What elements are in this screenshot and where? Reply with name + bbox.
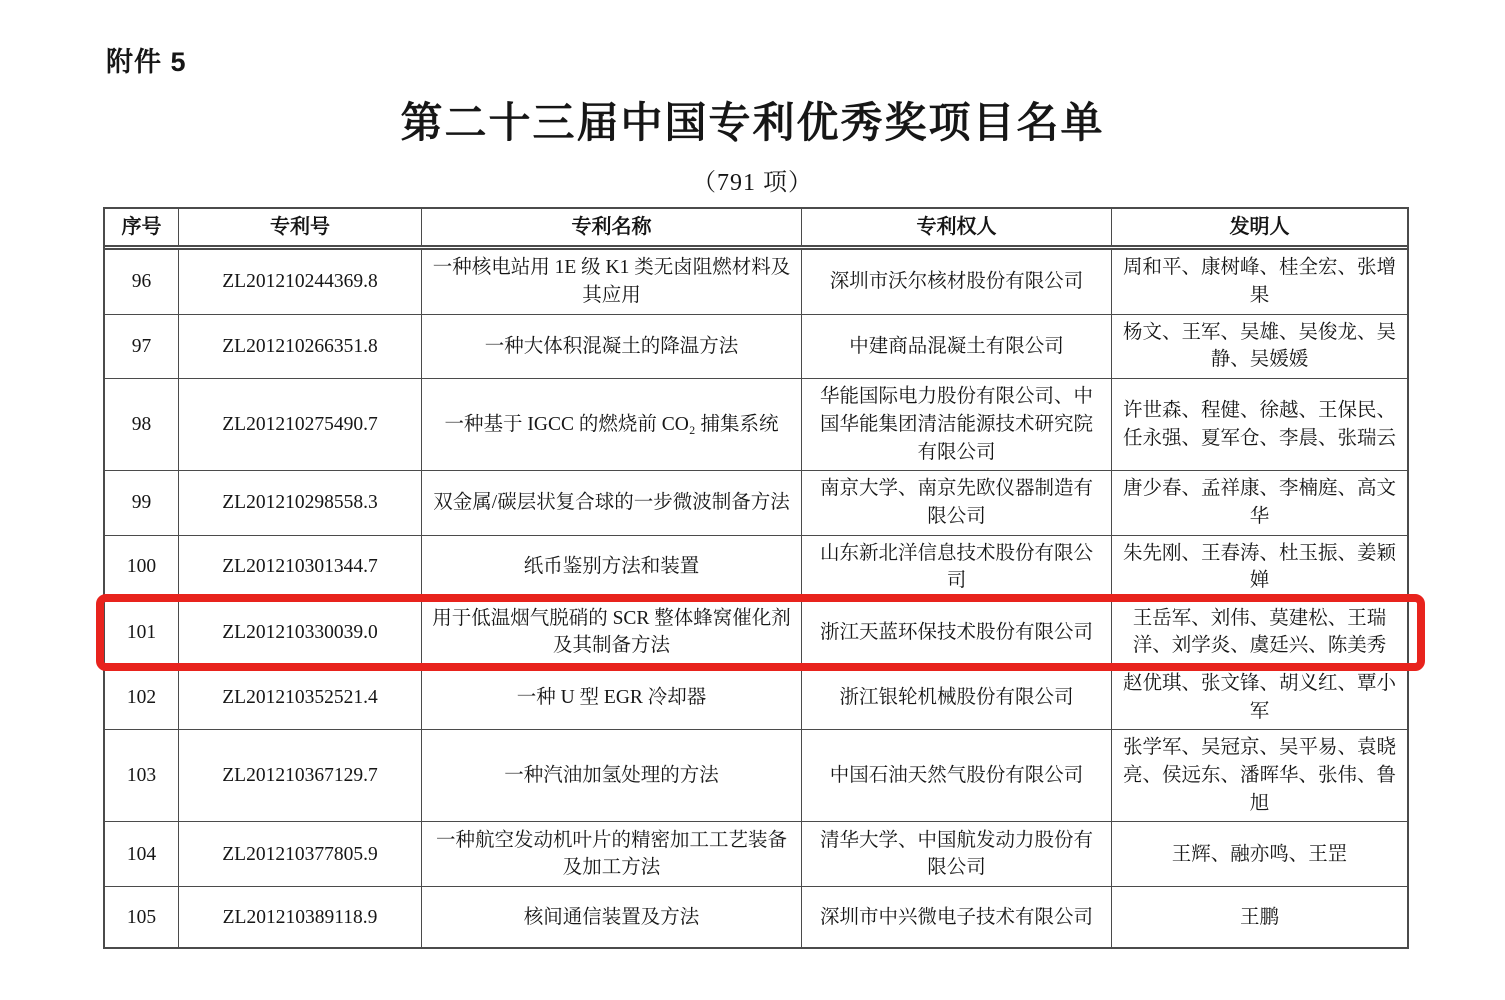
table-row xyxy=(105,378,1407,470)
cell-inventors: 王岳军、刘伟、莫建松、王瑞洋、刘学炎、虞廷兴、陈美秀 xyxy=(1111,600,1407,665)
table-row xyxy=(105,250,1407,313)
cell-patentee: 南京大学、南京先欧仪器制造有限公司 xyxy=(801,471,1111,534)
cell-seq: 101 xyxy=(126,621,157,643)
cell-patentee: 浙江银轮机械股份有限公司 xyxy=(801,666,1111,729)
cell-patent-name: 一种航空发动机叶片的精密加工工艺装备及加工方法 xyxy=(421,822,801,886)
table-row xyxy=(105,729,1407,821)
page-subtitle: （791 项） xyxy=(692,170,813,196)
cell-inventors: 周和平、康树峰、桂全宏、张增果 xyxy=(1111,250,1407,313)
cell-patent-name: 一种基于 IGCC 的燃烧前 CO₂ 捕集系统 xyxy=(421,379,801,470)
header-patent-name: 专利名称 xyxy=(421,209,801,245)
cell-patentee: 浙江天蓝环保技术股份有限公司 xyxy=(801,600,1111,665)
cell-seq: 102 xyxy=(126,686,157,708)
cell-seq: 99 xyxy=(131,492,152,514)
header-patentee: 专利权人 xyxy=(801,209,1111,245)
cell-patent-name: 纸币鉴别方法和装置 xyxy=(421,536,801,599)
cell-patent-name: 一种大体积混凝土的降温方法 xyxy=(421,315,801,378)
attachment-label: 附件 5 xyxy=(106,47,187,77)
cell-patent-no: ZL201210301344.7 xyxy=(178,536,421,599)
cell-seq: 105 xyxy=(126,906,157,928)
cell-patent-no: ZL201210244369.8 xyxy=(178,250,421,313)
cell-patent-name: 核间通信装置及方法 xyxy=(421,887,801,947)
table-row xyxy=(105,535,1407,599)
cell-patent-no: ZL201210275490.7 xyxy=(178,379,421,470)
header-seq: 序号 xyxy=(121,216,162,238)
cell-inventors: 唐少春、孟祥康、李楠庭、高文华 xyxy=(1111,471,1407,534)
cell-patent-no: ZL201210266351.8 xyxy=(178,315,421,378)
cell-patent-name: 一种汽油加氢处理的方法 xyxy=(421,730,801,821)
cell-patentee: 中建商品混凝土有限公司 xyxy=(801,315,1111,378)
cell-patent-no: ZL201210389118.9 xyxy=(178,887,421,947)
cell-inventors: 王辉、融亦鸣、王罡 xyxy=(1111,822,1407,886)
cell-seq: 100 xyxy=(126,556,157,578)
cell-seq: 98 xyxy=(131,413,152,435)
table-row xyxy=(105,314,1407,378)
cell-inventors: 赵优琪、张文锋、胡义红、覃小军 xyxy=(1111,666,1407,729)
cell-patent-no: ZL201210298558.3 xyxy=(178,471,421,534)
table-row xyxy=(105,665,1407,729)
cell-inventors: 张学军、吴冠京、吴平易、袁晓亮、侯远东、潘晖华、张伟、鲁旭 xyxy=(1111,730,1407,821)
cell-seq: 104 xyxy=(126,843,157,865)
cell-patent-no: ZL201210367129.7 xyxy=(178,730,421,821)
cell-patentee: 深圳市中兴微电子技术有限公司 xyxy=(801,887,1111,947)
cell-inventors: 朱先刚、王春涛、杜玉振、姜颖婵 xyxy=(1111,536,1407,599)
cell-patentee: 清华大学、中国航发动力股份有限公司 xyxy=(801,822,1111,886)
cell-patent-name: 一种 U 型 EGR 冷却器 xyxy=(421,666,801,729)
table-row-highlighted xyxy=(105,599,1407,665)
table-row xyxy=(105,470,1407,534)
table-header-row xyxy=(105,209,1407,250)
cell-patent-name: 一种核电站用 1E 级 K1 类无卤阻燃材料及其应用 xyxy=(421,250,801,313)
cell-patent-name: 双金属/碳层状复合球的一步微波制备方法 xyxy=(421,471,801,534)
cell-patent-no: ZL201210352521.4 xyxy=(178,666,421,729)
cell-patent-name: 用于低温烟气脱硝的 SCR 整体蜂窝催化剂及其制备方法 xyxy=(421,600,801,665)
page-title: 第二十三届中国专利优秀奖项目名单 xyxy=(400,101,1105,147)
table-row xyxy=(105,886,1407,947)
cell-seq: 97 xyxy=(131,335,152,357)
cell-inventors: 许世森、程健、徐越、王保民、任永强、夏军仓、李晨、张瑞云 xyxy=(1111,379,1407,470)
cell-inventors: 王鹏 xyxy=(1111,887,1407,947)
header-inventors: 发明人 xyxy=(1111,209,1407,245)
cell-seq: 96 xyxy=(131,271,152,293)
cell-patentee: 深圳市沃尔核材股份有限公司 xyxy=(801,250,1111,313)
cell-seq: 103 xyxy=(126,765,157,787)
cell-patentee: 山东新北洋信息技术股份有限公司 xyxy=(801,536,1111,599)
cell-inventors: 杨文、王军、吴雄、吴俊龙、吴静、吴媛媛 xyxy=(1111,315,1407,378)
patent-award-table xyxy=(103,207,1409,949)
cell-patentee: 华能国际电力股份有限公司、中国华能集团清洁能源技术研究院有限公司 xyxy=(801,379,1111,470)
cell-patentee: 中国石油天然气股份有限公司 xyxy=(801,730,1111,821)
header-patent-no: 专利号 xyxy=(178,209,421,245)
table-row xyxy=(105,821,1407,886)
cell-patent-no: ZL201210377805.9 xyxy=(178,822,421,886)
cell-patent-no: ZL201210330039.0 xyxy=(178,600,421,665)
